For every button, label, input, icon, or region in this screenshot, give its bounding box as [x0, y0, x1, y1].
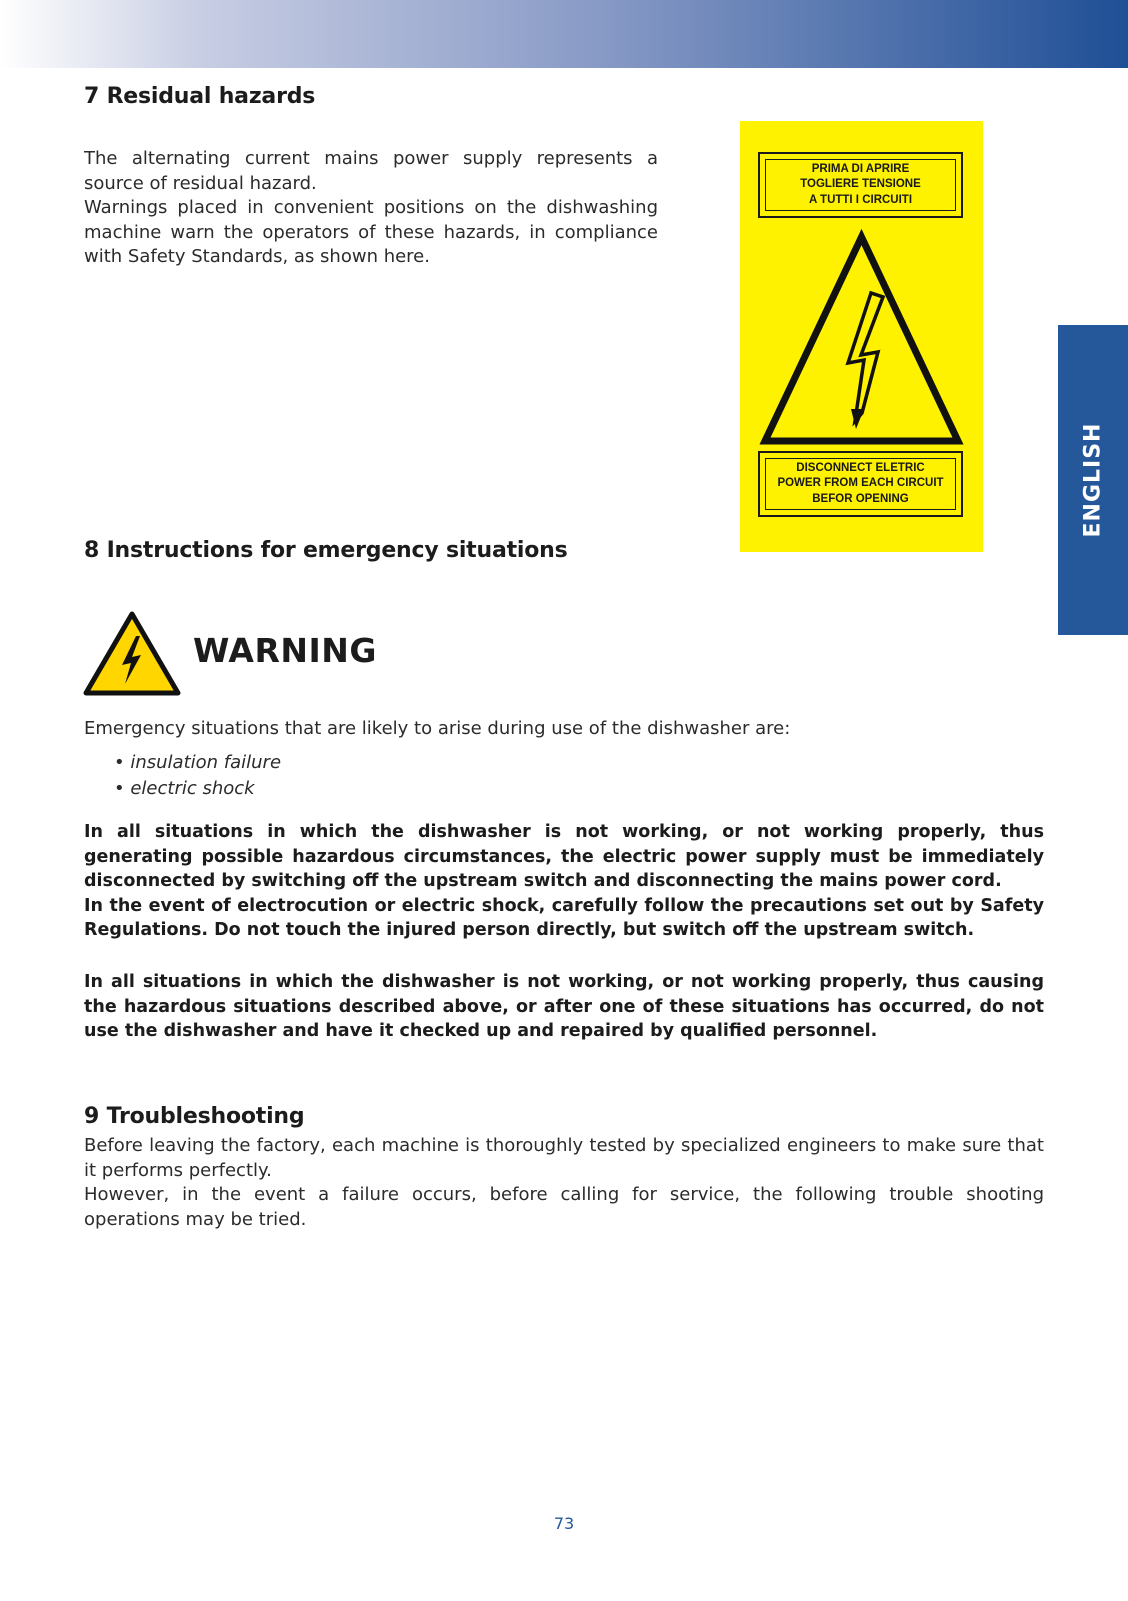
section-7-paragraph: Warnings placed in convenient positions on the dishwashing machine warn the operators of these hazards, in compliance with Safety Standards, as shown here.	[84, 197, 658, 267]
high-voltage-warning-icon	[758, 229, 965, 449]
language-tab-label: ENGLISH	[1080, 422, 1106, 538]
list-item: • insulation failure	[114, 750, 281, 776]
emergency-repair-note	[84, 970, 1044, 1044]
list-item: • electric shock	[114, 776, 281, 802]
sign-top-label	[758, 152, 963, 218]
warning-heading: WARNING	[193, 631, 377, 670]
sign-bottom-label	[758, 451, 963, 517]
bold-paragraph: In all situations in which the dishwasher is not working, or not working properly, thus causing the hazardous situations described above, or after one of these situations has occurred, do not use the dishwasher and have it checked up and repaired by qualified personnel.	[84, 972, 1044, 1041]
language-tab	[1058, 325, 1128, 635]
emergency-list	[114, 750, 281, 802]
hazard-warning-sign	[740, 121, 983, 552]
section-9-paragraph: However, in the event a failure occurs, before calling for service, the following trouble shooting operations may be tried.	[84, 1184, 1044, 1230]
section-8-title: 8 Instructions for emergency situations	[84, 538, 568, 563]
bold-paragraph: In all situations in which the dishwasher is not working, or not working properly, thus generating possible hazardous circumstances, the electric power supply must be immediately disconnected by switching off the upstream switch and disconnecting the mains power cord.	[84, 822, 1044, 891]
section-9-title: 9 Troubleshooting	[84, 1104, 305, 1129]
section-7-paragraph: The alternating current mains power supply represents a source of residual hazard.	[84, 148, 658, 194]
sign-top-text: PRIMA DI APRIRE TOGLIERE TENSIONE A TUTTI I CIRCUITI	[765, 159, 956, 211]
section-9-paragraph: Before leaving the factory, each machine is thoroughly tested by specialized engineers to make sure that it performs perfectly.	[84, 1135, 1044, 1181]
section-7-body	[84, 147, 658, 270]
section-7-title: 7 Residual hazards	[84, 84, 316, 109]
lightning-bolt-icon	[848, 293, 883, 429]
warning-triangle-icon	[82, 610, 182, 698]
header-band	[0, 0, 1128, 68]
emergency-intro: Emergency situations that are likely to arise during use of the dishwasher are:	[84, 718, 791, 739]
page-number: 73	[553, 1514, 575, 1533]
bold-paragraph: In the event of electrocution or electric shock, carefully follow the precautions set out by Safety Regulations. Do not touch the injured person directly, but switch off the upstream switch.	[84, 895, 1044, 940]
section-9-body	[84, 1134, 1044, 1232]
emergency-instructions	[84, 820, 1044, 943]
sign-bottom-text: DISCONNECT ELETRIC POWER FROM EACH CIRCUIT BEFOR OPENING	[765, 458, 956, 510]
